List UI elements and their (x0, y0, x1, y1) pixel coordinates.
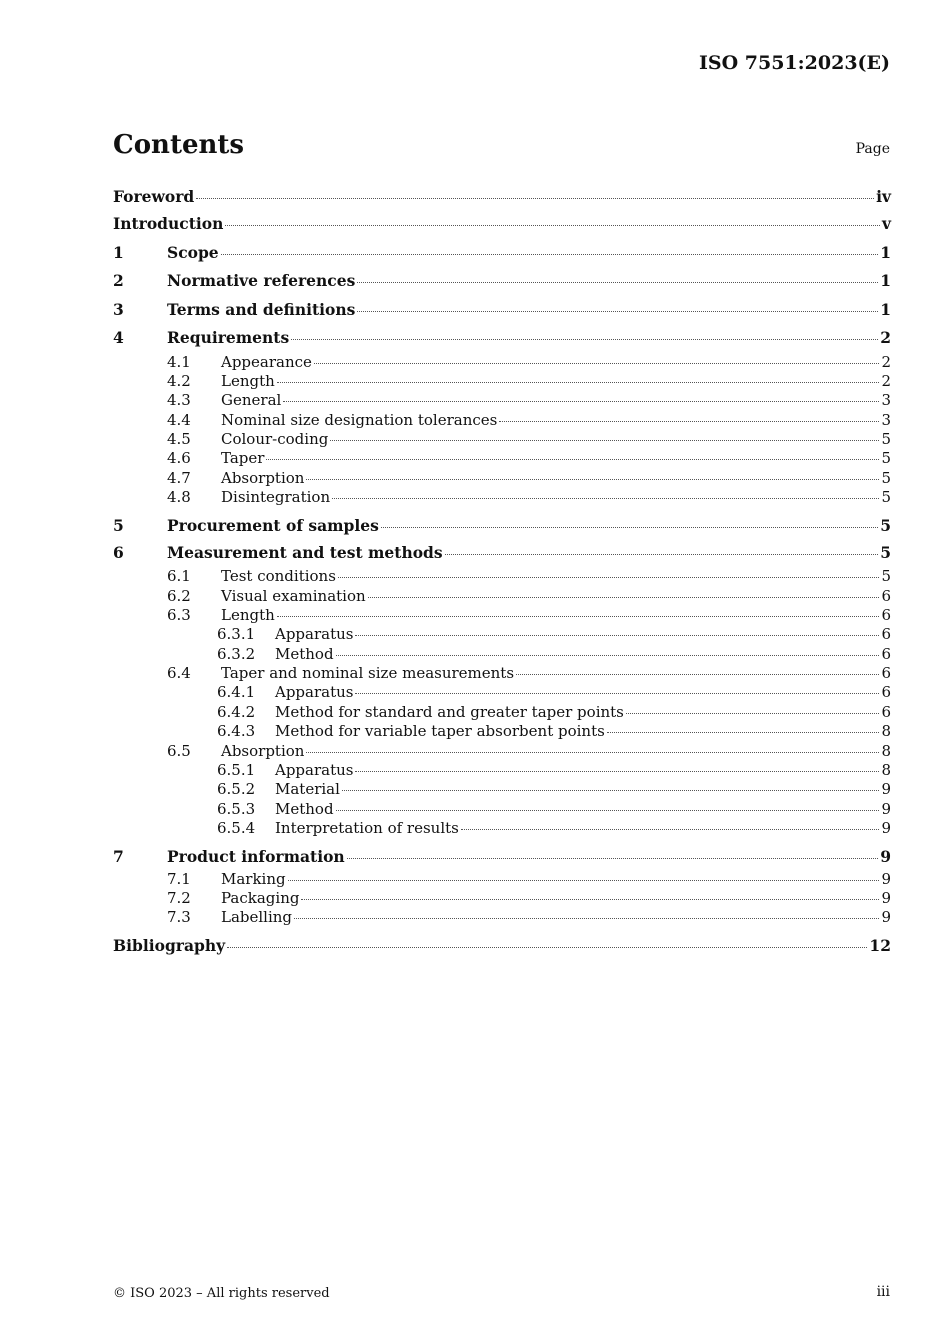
dot-leader (283, 400, 879, 402)
toc-entry-title: Requirements (167, 328, 290, 347)
toc-entry[interactable] (113, 928, 891, 959)
toc-entry-number: 7 (113, 846, 124, 866)
dot-leader (291, 338, 878, 340)
toc-entry-number: 6.5.2 (217, 780, 256, 799)
toc-entry-title: Test conditions (221, 567, 336, 586)
toc-entry[interactable] (113, 780, 891, 799)
dot-leader (499, 420, 879, 422)
dot-leader (196, 197, 874, 199)
toc-entry[interactable] (113, 742, 891, 761)
toc-entry-number: 6.5 (167, 741, 191, 760)
toc-entry-title: Apparatus (275, 683, 354, 702)
toc-entry-title: Bibliography (113, 935, 226, 955)
dot-leader (314, 362, 880, 364)
toc-entry-title: Product information (167, 846, 345, 866)
dot-leader (266, 458, 879, 460)
toc-entry-page: 5 (881, 567, 891, 586)
toc-entry[interactable] (113, 391, 891, 410)
toc-entry-number: 4.2 (167, 371, 191, 390)
toc-entry-number: 6.3.1 (217, 625, 256, 644)
page-number: iii (876, 1284, 890, 1300)
toc-entry[interactable] (113, 183, 891, 210)
toc-entry[interactable] (113, 800, 891, 819)
toc-entry-title: Terms and definitions (167, 299, 356, 319)
toc-entry[interactable] (113, 488, 891, 507)
toc-entry-title: Packaging (221, 888, 300, 907)
dot-leader (306, 751, 879, 753)
toc-entry-number: 6.5.1 (217, 761, 256, 780)
toc-entry[interactable] (113, 296, 891, 325)
dot-leader (301, 898, 879, 900)
toc-entry-page: 8 (881, 761, 891, 780)
toc-entry-number: 7.2 (167, 888, 191, 907)
toc-entry[interactable] (113, 587, 891, 606)
toc-entry[interactable] (113, 469, 891, 488)
toc-entry-title: Taper (221, 449, 265, 468)
dot-leader (277, 615, 880, 617)
toc-entry[interactable] (113, 703, 891, 722)
toc-entry-title: Foreword (113, 187, 195, 206)
toc-entry-page: 9 (881, 869, 891, 888)
toc-entry-number: 6.3 (167, 605, 191, 624)
toc-entry-title: Method (275, 644, 334, 663)
toc-entry-title: Colour-coding (221, 430, 329, 449)
toc-entry-title: Taper and nominal size measurements (221, 664, 515, 683)
toc-entry[interactable] (113, 411, 891, 430)
dot-leader (330, 439, 879, 441)
toc-entry-page: 2 (881, 352, 891, 371)
dot-leader (357, 310, 878, 312)
toc-entry-page: 2 (881, 371, 891, 390)
toc-entry-page: 5 (881, 449, 891, 468)
toc-entry-title: General (221, 391, 282, 410)
toc-entry-number: 6.5.4 (217, 819, 256, 838)
dot-leader (227, 946, 867, 948)
toc-entry[interactable] (113, 239, 891, 268)
toc-entry-title: Absorption (221, 741, 305, 760)
toc-entry-title: Absorption (221, 468, 305, 487)
dot-leader (342, 789, 880, 791)
dot-leader (347, 857, 879, 859)
toc-entry-number: 2 (113, 271, 124, 290)
dot-leader (336, 654, 880, 656)
toc-entry-number: 6.4.2 (217, 702, 256, 721)
toc-entry-number: 6.1 (167, 567, 191, 586)
toc-entry-number: 6.4.3 (217, 722, 256, 741)
dot-leader (355, 770, 879, 772)
dot-leader (306, 478, 879, 480)
toc-entry-number: 6.4.1 (217, 683, 256, 702)
toc-entry[interactable] (113, 761, 891, 780)
toc-entry[interactable] (113, 870, 891, 889)
toc-entry[interactable] (113, 372, 891, 391)
toc-entry-page: 5 (880, 515, 891, 535)
toc-entry-page: 6 (881, 605, 891, 624)
dot-leader (607, 731, 880, 733)
toc-entry-title: Length (221, 605, 275, 624)
toc-entry-title: Method for standard and greater taper points (275, 702, 624, 721)
toc-entry[interactable] (113, 625, 891, 644)
toc-entry-number: 7.1 (167, 869, 191, 888)
toc-entry[interactable] (113, 889, 891, 908)
toc-entry-title: Method for variable taper absorbent points (275, 722, 605, 741)
toc-entry-number: 6 (113, 542, 124, 562)
dot-leader (626, 712, 880, 714)
toc-entry-page: 5 (881, 430, 891, 449)
toc-entry[interactable] (113, 683, 891, 702)
dot-leader (336, 809, 880, 811)
toc-entry-title: Measurement and test methods (167, 542, 443, 562)
dot-leader (368, 596, 880, 598)
dot-leader (225, 224, 880, 226)
toc-entry-title: Appearance (221, 352, 312, 371)
contents-heading: Contents (113, 130, 245, 160)
toc-entry-page: 1 (880, 271, 891, 290)
toc-entry-page: 1 (880, 299, 891, 319)
table-of-contents (113, 183, 891, 959)
toc-entry-title: Disintegration (221, 488, 331, 507)
toc-entry[interactable] (113, 324, 891, 353)
toc-entry-title: Visual examination (221, 586, 366, 605)
toc-entry-title: Apparatus (275, 761, 354, 780)
toc-entry[interactable] (113, 908, 891, 927)
document-code: ISO 7551:2023(E) (698, 52, 890, 74)
toc-entry-page: 2 (880, 328, 891, 347)
toc-entry-page: 9 (881, 799, 891, 818)
toc-entry-title: Normative references (167, 271, 356, 290)
dot-leader (355, 692, 879, 694)
toc-entry-title: Procurement of samples (167, 515, 379, 535)
toc-entry-title: Introduction (113, 214, 224, 233)
toc-entry-page: 12 (869, 935, 891, 955)
toc-entry-page: 9 (881, 888, 891, 907)
toc-entry-page: 6 (881, 664, 891, 683)
toc-entry-page: 6 (881, 586, 891, 605)
toc-entry[interactable] (113, 267, 891, 296)
copyright-notice: © ISO 2023 – All rights reserved (113, 1286, 330, 1301)
page-column-label: Page (855, 141, 890, 157)
toc-entry-page: 6 (881, 625, 891, 644)
toc-entry-page: 8 (881, 722, 891, 741)
toc-entry-number: 7.3 (167, 908, 191, 927)
toc-entry[interactable] (113, 449, 891, 468)
toc-entry-title: Method (275, 799, 334, 818)
toc-entry-number: 4.5 (167, 430, 191, 449)
toc-entry-page: v (881, 214, 891, 233)
toc-entry-page: 5 (881, 488, 891, 507)
toc-entry-number: 4.7 (167, 468, 191, 487)
toc-entry-number: 4 (113, 328, 124, 347)
toc-entry[interactable] (113, 567, 891, 586)
dot-leader (355, 634, 879, 636)
toc-entry-page: 9 (881, 819, 891, 838)
toc-entry-page: 5 (881, 468, 891, 487)
toc-entry[interactable] (113, 508, 891, 539)
dot-leader (516, 673, 879, 675)
toc-entry-page: 3 (881, 410, 891, 429)
dot-leader (332, 497, 879, 499)
toc-entry-page: 6 (881, 644, 891, 663)
toc-entry[interactable] (113, 819, 891, 838)
dot-leader (461, 828, 880, 830)
toc-entry-number: 4.1 (167, 352, 191, 371)
toc-entry[interactable] (113, 210, 891, 239)
dot-leader (277, 381, 880, 383)
toc-entry[interactable] (113, 606, 891, 625)
toc-entry-page: 9 (880, 846, 891, 866)
toc-entry-number: 4.6 (167, 449, 191, 468)
toc-entry[interactable] (113, 353, 891, 372)
toc-entry[interactable] (113, 645, 891, 664)
toc-entry-title: Material (275, 780, 340, 799)
toc-entry-number: 6.2 (167, 586, 191, 605)
toc-entry-number: 4.3 (167, 391, 191, 410)
toc-entry-page: 6 (881, 702, 891, 721)
toc-entry-number: 5 (113, 515, 124, 535)
toc-entry-page: iv (876, 187, 891, 206)
toc-entry-title: Labelling (221, 908, 293, 927)
dot-leader (381, 526, 878, 528)
toc-entry-number: 6.4 (167, 664, 191, 683)
toc-entry-number: 4.8 (167, 488, 191, 507)
toc-entry-page: 6 (881, 683, 891, 702)
toc-entry-number: 3 (113, 299, 124, 319)
dot-leader (338, 576, 880, 578)
toc-entry-number: 6.3.2 (217, 644, 256, 663)
toc-entry-page: 9 (881, 908, 891, 927)
toc-entry-title: Interpretation of results (275, 819, 459, 838)
toc-entry[interactable] (113, 430, 891, 449)
toc-entry-page: 5 (880, 542, 891, 562)
toc-entry[interactable] (113, 722, 891, 741)
toc-entry[interactable] (113, 664, 891, 683)
toc-entry[interactable] (113, 839, 891, 870)
toc-entry-title: Scope (167, 242, 219, 262)
toc-entry-title: Apparatus (275, 625, 354, 644)
toc-entry-page: 1 (880, 242, 891, 262)
toc-entry-page: 9 (881, 780, 891, 799)
dot-leader (221, 253, 879, 255)
toc-entry-number: 4.4 (167, 410, 191, 429)
toc-entry-title: Marking (221, 869, 286, 888)
toc-entry-page: 3 (881, 391, 891, 410)
dot-leader (294, 917, 879, 919)
toc-entry-page: 8 (881, 741, 891, 760)
dot-leader (445, 553, 879, 555)
toc-entry-number: 1 (113, 242, 124, 262)
toc-entry[interactable] (113, 539, 891, 568)
toc-entry-number: 6.5.3 (217, 799, 256, 818)
toc-entry-title: Nominal size designation tolerances (221, 410, 498, 429)
dot-leader (357, 281, 878, 283)
dot-leader (288, 879, 880, 881)
toc-entry-title: Length (221, 371, 275, 390)
